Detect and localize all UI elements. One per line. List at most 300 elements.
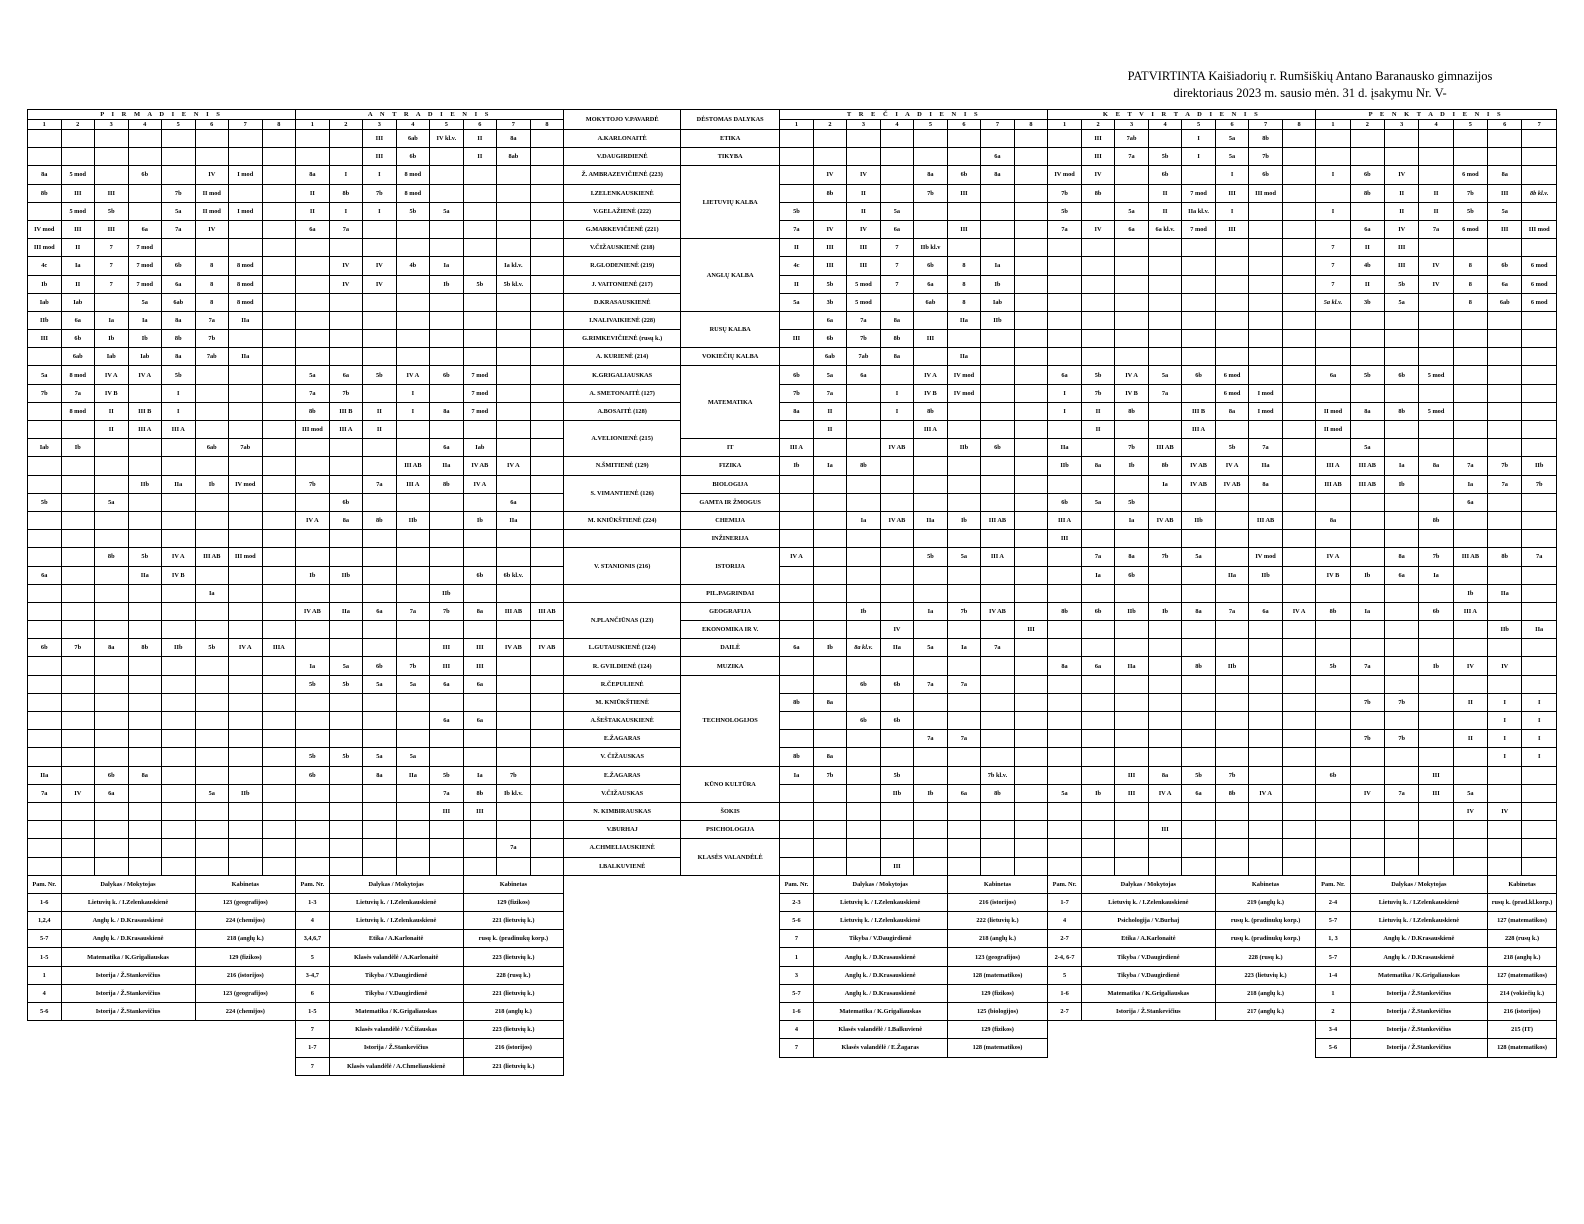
schedule-cell-thu-3 bbox=[1115, 275, 1149, 293]
schedule-cell-tue-5 bbox=[430, 184, 464, 202]
schedule-cell-thu-8 bbox=[1282, 530, 1316, 548]
schedule-cell-tue-6 bbox=[463, 530, 497, 548]
schedule-cell-thu-3 bbox=[1115, 166, 1149, 184]
teacher-name: M. KNIŪKŠTIENĖ bbox=[564, 693, 681, 711]
schedule-cell-wed-5 bbox=[914, 712, 948, 730]
schedule-cell-tue-3: IV bbox=[363, 275, 397, 293]
schedule-cell-fri-1 bbox=[1316, 493, 1350, 511]
schedule-cell-wed-2 bbox=[813, 493, 847, 511]
period-tue-4: 4 bbox=[396, 120, 430, 130]
schedule-cell-wed-3 bbox=[847, 784, 881, 802]
schedule-cell-mon-8 bbox=[262, 402, 296, 420]
schedule-cell-fri-5: II bbox=[1453, 693, 1487, 711]
room-subject-teacher: Istorija / Ž.Stankevičius bbox=[61, 966, 195, 984]
schedule-cell-tue-7 bbox=[497, 184, 531, 202]
teacher-name: V.BURHAJ bbox=[564, 821, 681, 839]
period-mon-6: 6 bbox=[195, 120, 229, 130]
schedule-cell-mon-3: IV B bbox=[95, 384, 129, 402]
schedule-cell-wed-7: Ib bbox=[981, 275, 1015, 293]
schedule-cell-thu-8 bbox=[1282, 584, 1316, 602]
schedule-cell-fri-7 bbox=[1522, 584, 1557, 602]
schedule-cell-tue-5: 7a bbox=[430, 784, 464, 802]
schedule-cell-tue-5 bbox=[430, 748, 464, 766]
schedule-cell-thu-2: 8a bbox=[1081, 457, 1115, 475]
schedule-cell-fri-4: II bbox=[1419, 202, 1453, 220]
schedule-cell-wed-8 bbox=[1014, 384, 1048, 402]
schedule-cell-mon-2 bbox=[61, 511, 95, 529]
schedule-cell-wed-6 bbox=[947, 457, 981, 475]
schedule-cell-thu-4: II bbox=[1148, 184, 1182, 202]
schedule-cell-thu-2 bbox=[1081, 857, 1115, 875]
teacher-name: E.ŽAGARAS bbox=[564, 730, 681, 748]
schedule-cell-thu-5 bbox=[1182, 293, 1216, 311]
schedule-cell-mon-2: 7b bbox=[61, 639, 95, 657]
schedule-cell-tue-6 bbox=[463, 548, 497, 566]
schedule-cell-wed-5: III bbox=[914, 330, 948, 348]
schedule-cell-mon-8 bbox=[262, 548, 296, 566]
schedule-cell-wed-1 bbox=[780, 511, 814, 529]
schedule-cell-tue-1 bbox=[296, 457, 330, 475]
schedule-cell-wed-4 bbox=[880, 730, 914, 748]
schedule-cell-fri-6 bbox=[1488, 511, 1522, 529]
schedule-cell-tue-1 bbox=[296, 311, 330, 329]
schedule-cell-tue-3: IV bbox=[363, 257, 397, 275]
schedule-cell-fri-2: 7a bbox=[1350, 657, 1384, 675]
schedule-cell-fri-2: 4b bbox=[1350, 257, 1384, 275]
schedule-cell-tue-4 bbox=[396, 348, 430, 366]
schedule-cell-thu-6: 6 mod bbox=[1215, 384, 1249, 402]
room-lesson-numbers: 5-6 bbox=[28, 1003, 62, 1021]
schedule-cell-tue-3 bbox=[363, 293, 397, 311]
schedule-cell-mon-6 bbox=[195, 730, 229, 748]
schedule-cell-thu-6 bbox=[1215, 311, 1249, 329]
table-row bbox=[28, 548, 1557, 566]
spacer bbox=[564, 948, 780, 966]
schedule-cell-fri-2: 8b bbox=[1350, 184, 1384, 202]
schedule-cell-mon-5: IIa bbox=[162, 475, 196, 493]
schedule-cell-mon-1 bbox=[28, 348, 62, 366]
table-row bbox=[28, 566, 1557, 584]
schedule-cell-mon-5 bbox=[162, 784, 196, 802]
schedule-cell-tue-7 bbox=[497, 239, 531, 257]
schedule-cell-tue-5: III bbox=[430, 802, 464, 820]
schedule-cell-tue-5 bbox=[430, 493, 464, 511]
teacher-name: L.GUTAUSKIENĖ (124) bbox=[564, 639, 681, 657]
room-classroom: 223 (lietuvių k.) bbox=[1215, 966, 1316, 984]
schedule-cell-wed-1: 4c bbox=[780, 257, 814, 275]
schedule-cell-thu-2 bbox=[1081, 693, 1115, 711]
schedule-cell-fri-3: IV bbox=[1385, 220, 1419, 238]
schedule-cell-thu-5 bbox=[1182, 348, 1216, 366]
schedule-cell-fri-2: 6b bbox=[1350, 166, 1384, 184]
schedule-cell-mon-4 bbox=[128, 511, 162, 529]
schedule-cell-thu-3 bbox=[1115, 748, 1149, 766]
rooms-header-nr: Pam. Nr. bbox=[1316, 875, 1350, 893]
schedule-cell-fri-2 bbox=[1350, 384, 1384, 402]
schedule-cell-mon-6: II mod bbox=[195, 184, 229, 202]
schedule-cell-thu-2: 5b bbox=[1081, 366, 1115, 384]
schedule-cell-thu-6 bbox=[1215, 821, 1249, 839]
day-wednesday: T R E Č I A D I E N I S bbox=[780, 110, 1048, 120]
schedule-cell-tue-1: II bbox=[296, 202, 330, 220]
schedule-cell-tue-1 bbox=[296, 439, 330, 457]
schedule-cell-wed-1: 5b bbox=[780, 202, 814, 220]
schedule-cell-wed-1 bbox=[780, 839, 814, 857]
schedule-cell-wed-6: 7a bbox=[947, 730, 981, 748]
period-tue-6: 6 bbox=[463, 120, 497, 130]
schedule-cell-mon-4: 6b bbox=[128, 166, 162, 184]
schedule-cell-thu-3: 8b bbox=[1115, 402, 1149, 420]
schedule-cell-fri-6 bbox=[1488, 130, 1522, 148]
schedule-cell-wed-8 bbox=[1014, 766, 1048, 784]
schedule-cell-wed-4 bbox=[880, 166, 914, 184]
room-subject-teacher: Klasės valandėlė / E.Žagaras bbox=[813, 1039, 947, 1057]
schedule-cell-wed-6: 6a bbox=[947, 784, 981, 802]
schedule-cell-fri-4 bbox=[1419, 493, 1453, 511]
room-subject-teacher: Istorija / Ž.Stankevičius bbox=[61, 1003, 195, 1021]
schedule-cell-fri-7 bbox=[1522, 639, 1557, 657]
schedule-cell-tue-2: III A bbox=[329, 421, 363, 439]
schedule-cell-thu-8 bbox=[1282, 839, 1316, 857]
schedule-cell-thu-7: III AB bbox=[1249, 511, 1283, 529]
schedule-cell-tue-2: IV bbox=[329, 275, 363, 293]
schedule-cell-mon-3: Ib bbox=[95, 330, 129, 348]
schedule-cell-mon-4 bbox=[128, 384, 162, 402]
schedule-cell-wed-4: 6a bbox=[880, 220, 914, 238]
schedule-cell-mon-8 bbox=[262, 293, 296, 311]
schedule-cell-thu-3: 7ab bbox=[1115, 130, 1149, 148]
spacer bbox=[1316, 1057, 1557, 1075]
table-row bbox=[28, 366, 1557, 384]
schedule-cell-fri-6: I bbox=[1488, 712, 1522, 730]
rooms-header-subj: Dalykas / Mokytojas bbox=[1350, 875, 1487, 893]
schedule-cell-fri-2: Ia bbox=[1350, 602, 1384, 620]
schedule-cell-mon-5: I bbox=[162, 384, 196, 402]
schedule-cell-tue-3 bbox=[363, 530, 397, 548]
schedule-cell-mon-6 bbox=[195, 530, 229, 548]
schedule-cell-fri-5: 7b bbox=[1453, 184, 1487, 202]
room-lesson-numbers: 2-4 bbox=[1316, 893, 1350, 911]
schedule-cell-tue-7 bbox=[497, 366, 531, 384]
schedule-cell-mon-3 bbox=[95, 475, 129, 493]
schedule-cell-wed-8 bbox=[1014, 257, 1048, 275]
schedule-cell-mon-1 bbox=[28, 148, 62, 166]
subject-name: PSICHOLOGIJA bbox=[681, 821, 780, 839]
schedule-cell-mon-7 bbox=[229, 148, 263, 166]
schedule-cell-mon-1 bbox=[28, 693, 62, 711]
schedule-cell-fri-1: IV A bbox=[1316, 548, 1350, 566]
schedule-cell-tue-5 bbox=[430, 220, 464, 238]
schedule-cell-fri-7 bbox=[1522, 675, 1557, 693]
schedule-cell-fri-2 bbox=[1350, 511, 1384, 529]
schedule-cell-tue-3: 7a bbox=[363, 475, 397, 493]
period-fri-5: 5 bbox=[1453, 120, 1487, 130]
schedule-cell-tue-8 bbox=[530, 421, 564, 439]
schedule-cell-thu-6: 7a bbox=[1215, 602, 1249, 620]
schedule-cell-mon-8 bbox=[262, 857, 296, 875]
room-classroom: 221 (lietuvių k.) bbox=[463, 1057, 564, 1075]
schedule-cell-mon-7 bbox=[229, 839, 263, 857]
schedule-cell-wed-6: Ia bbox=[947, 639, 981, 657]
schedule-cell-wed-6: III bbox=[947, 184, 981, 202]
schedule-cell-tue-7 bbox=[497, 475, 531, 493]
schedule-cell-tue-5: III bbox=[430, 657, 464, 675]
schedule-cell-tue-8 bbox=[530, 293, 564, 311]
schedule-cell-wed-8 bbox=[1014, 311, 1048, 329]
schedule-cell-tue-2: 8a bbox=[329, 511, 363, 529]
schedule-cell-mon-3 bbox=[95, 802, 129, 820]
schedule-cell-wed-6 bbox=[947, 421, 981, 439]
schedule-cell-thu-4 bbox=[1148, 839, 1182, 857]
schedule-cell-tue-8: III AB bbox=[530, 602, 564, 620]
schedule-cell-thu-1: 5a bbox=[1048, 784, 1082, 802]
schedule-cell-thu-6 bbox=[1215, 839, 1249, 857]
schedule-cell-fri-3 bbox=[1385, 766, 1419, 784]
schedule-cell-thu-1: IIa bbox=[1048, 439, 1082, 457]
schedule-cell-wed-6 bbox=[947, 802, 981, 820]
schedule-cell-fri-3 bbox=[1385, 821, 1419, 839]
room-lesson-numbers: 5-7 bbox=[780, 984, 814, 1002]
schedule-cell-thu-7: IV A bbox=[1249, 784, 1283, 802]
schedule-cell-tue-2: IIb bbox=[329, 566, 363, 584]
schedule-cell-tue-6 bbox=[463, 166, 497, 184]
schedule-cell-tue-1 bbox=[296, 257, 330, 275]
schedule-cell-fri-5 bbox=[1453, 348, 1487, 366]
schedule-cell-thu-7: III mod bbox=[1249, 184, 1283, 202]
rooms-header-subj: Dalykas / Mokytojas bbox=[1081, 875, 1215, 893]
schedule-cell-thu-5 bbox=[1182, 439, 1216, 457]
schedule-cell-thu-1 bbox=[1048, 311, 1082, 329]
schedule-cell-wed-2 bbox=[813, 548, 847, 566]
schedule-cell-tue-5 bbox=[430, 311, 464, 329]
schedule-cell-fri-1: II mod bbox=[1316, 402, 1350, 420]
schedule-cell-fri-1 bbox=[1316, 839, 1350, 857]
schedule-cell-fri-2 bbox=[1350, 148, 1384, 166]
schedule-cell-fri-6 bbox=[1488, 148, 1522, 166]
schedule-cell-fri-6 bbox=[1488, 330, 1522, 348]
schedule-cell-thu-1 bbox=[1048, 584, 1082, 602]
schedule-cell-thu-8: IV A bbox=[1282, 602, 1316, 620]
schedule-cell-thu-8 bbox=[1282, 511, 1316, 529]
schedule-cell-tue-7: 7b bbox=[497, 766, 531, 784]
schedule-cell-thu-5 bbox=[1182, 857, 1216, 875]
schedule-cell-tue-5 bbox=[430, 821, 464, 839]
schedule-cell-mon-2 bbox=[61, 530, 95, 548]
schedule-cell-tue-3: 6b bbox=[363, 657, 397, 675]
schedule-cell-thu-3: Ia bbox=[1115, 511, 1149, 529]
schedule-cell-thu-5: III A bbox=[1182, 421, 1216, 439]
schedule-cell-fri-5: III A bbox=[1453, 602, 1487, 620]
schedule-cell-tue-1 bbox=[296, 275, 330, 293]
spacer bbox=[28, 1057, 296, 1075]
schedule-cell-tue-4 bbox=[396, 548, 430, 566]
schedule-cell-wed-2: Ia bbox=[813, 457, 847, 475]
schedule-cell-thu-7 bbox=[1249, 839, 1283, 857]
schedule-cell-wed-5 bbox=[914, 766, 948, 784]
schedule-cell-tue-2 bbox=[329, 621, 363, 639]
schedule-cell-thu-7: I mod bbox=[1249, 384, 1283, 402]
day-friday: P E N K T A D I E N I S bbox=[1316, 110, 1557, 120]
schedule-cell-wed-4 bbox=[880, 839, 914, 857]
schedule-cell-thu-6 bbox=[1215, 348, 1249, 366]
table-row bbox=[28, 621, 1557, 639]
schedule-cell-mon-1 bbox=[28, 675, 62, 693]
schedule-cell-thu-7 bbox=[1249, 730, 1283, 748]
schedule-cell-wed-6 bbox=[947, 475, 981, 493]
subject-name: TECHNOLOGIJOS bbox=[681, 675, 780, 766]
schedule-cell-wed-4 bbox=[880, 148, 914, 166]
schedule-cell-wed-6: 8 bbox=[947, 275, 981, 293]
schedule-cell-thu-2: II bbox=[1081, 402, 1115, 420]
schedule-cell-thu-6 bbox=[1215, 712, 1249, 730]
period-wed-8: 8 bbox=[1014, 120, 1048, 130]
schedule-cell-fri-3 bbox=[1385, 530, 1419, 548]
schedule-cell-mon-7 bbox=[229, 457, 263, 475]
schedule-cell-fri-2 bbox=[1350, 621, 1384, 639]
schedule-cell-fri-7 bbox=[1522, 802, 1557, 820]
schedule-cell-wed-4 bbox=[880, 566, 914, 584]
schedule-cell-fri-2 bbox=[1350, 821, 1384, 839]
schedule-cell-wed-1 bbox=[780, 784, 814, 802]
schedule-cell-fri-3: 5a bbox=[1385, 293, 1419, 311]
schedule-cell-thu-3: IIa bbox=[1115, 657, 1149, 675]
schedule-cell-tue-5 bbox=[430, 566, 464, 584]
schedule-cell-mon-6 bbox=[195, 766, 229, 784]
schedule-cell-mon-4 bbox=[128, 602, 162, 620]
schedule-cell-thu-7 bbox=[1249, 348, 1283, 366]
schedule-cell-mon-6: 8 bbox=[195, 257, 229, 275]
schedule-cell-wed-8 bbox=[1014, 493, 1048, 511]
schedule-cell-wed-2: 5b bbox=[813, 275, 847, 293]
schedule-cell-tue-7 bbox=[497, 348, 531, 366]
schedule-cell-mon-5 bbox=[162, 457, 196, 475]
schedule-cell-wed-8 bbox=[1014, 202, 1048, 220]
schedule-cell-tue-5 bbox=[430, 621, 464, 639]
schedule-cell-thu-2 bbox=[1081, 293, 1115, 311]
subject-name: ISTORIJA bbox=[681, 548, 780, 584]
schedule-cell-mon-3: III bbox=[95, 184, 129, 202]
table-row bbox=[28, 675, 1557, 693]
schedule-cell-tue-1 bbox=[296, 293, 330, 311]
schedule-cell-wed-6 bbox=[947, 566, 981, 584]
schedule-cell-wed-4: 8a bbox=[880, 311, 914, 329]
room-classroom: rusų k. (pradinukų korp.) bbox=[463, 930, 564, 948]
room-subject-teacher: Klasės valandėlė / A.Karlonaitė bbox=[329, 948, 463, 966]
schedule-cell-thu-6: I bbox=[1215, 202, 1249, 220]
schedule-cell-wed-6 bbox=[947, 148, 981, 166]
schedule-cell-thu-3 bbox=[1115, 530, 1149, 548]
schedule-cell-mon-3 bbox=[95, 148, 129, 166]
period-wed-2: 2 bbox=[813, 120, 847, 130]
schedule-cell-fri-7: I bbox=[1522, 748, 1557, 766]
schedule-cell-mon-7: IV mod bbox=[229, 475, 263, 493]
schedule-cell-thu-3: 6b bbox=[1115, 566, 1149, 584]
schedule-cell-tue-6: 6a bbox=[463, 712, 497, 730]
schedule-cell-mon-6: IV bbox=[195, 166, 229, 184]
room-classroom: 218 (anglų k.) bbox=[463, 1003, 564, 1021]
table-row bbox=[28, 821, 1557, 839]
schedule-cell-thu-1: 8a bbox=[1048, 657, 1082, 675]
schedule-cell-thu-8 bbox=[1282, 384, 1316, 402]
schedule-cell-tue-3: I bbox=[363, 166, 397, 184]
schedule-cell-thu-3 bbox=[1115, 639, 1149, 657]
schedule-cell-mon-2 bbox=[61, 621, 95, 639]
schedule-cell-mon-8 bbox=[262, 184, 296, 202]
schedule-cell-fri-6: 6b bbox=[1488, 257, 1522, 275]
schedule-cell-wed-2 bbox=[813, 439, 847, 457]
schedule-cell-tue-1 bbox=[296, 839, 330, 857]
schedule-cell-wed-4 bbox=[880, 602, 914, 620]
room-subject-teacher: Klasės valandėlė / I.Balkuvienė bbox=[813, 1021, 947, 1039]
schedule-cell-wed-2: IV bbox=[813, 220, 847, 238]
schedule-cell-thu-1 bbox=[1048, 548, 1082, 566]
schedule-cell-mon-2 bbox=[61, 712, 95, 730]
schedule-cell-tue-4: I bbox=[396, 384, 430, 402]
schedule-cell-mon-2: Iab bbox=[61, 293, 95, 311]
schedule-cell-tue-2 bbox=[329, 857, 363, 875]
room-subject-teacher: Anglų k. / D.Krasauskienė bbox=[813, 966, 947, 984]
schedule-cell-tue-4: 6b bbox=[396, 148, 430, 166]
schedule-cell-thu-2 bbox=[1081, 202, 1115, 220]
schedule-cell-wed-2 bbox=[813, 148, 847, 166]
schedule-cell-fri-3: 6b bbox=[1385, 366, 1419, 384]
schedule-cell-mon-7 bbox=[229, 421, 263, 439]
schedule-cell-thu-4 bbox=[1148, 657, 1182, 675]
schedule-cell-thu-2 bbox=[1081, 712, 1115, 730]
room-subject-teacher: Lietuvių k. / I.Zelenkauskienė bbox=[329, 912, 463, 930]
schedule-cell-mon-4: 7 mod bbox=[128, 239, 162, 257]
schedule-cell-wed-2 bbox=[813, 839, 847, 857]
schedule-cell-wed-8 bbox=[1014, 130, 1048, 148]
schedule-cell-thu-5 bbox=[1182, 275, 1216, 293]
schedule-cell-wed-1 bbox=[780, 821, 814, 839]
schedule-cell-thu-1: 5b bbox=[1048, 202, 1082, 220]
schedule-cell-thu-3: Ib bbox=[1115, 457, 1149, 475]
schedule-cell-thu-5 bbox=[1182, 839, 1216, 857]
schedule-cell-tue-3 bbox=[363, 348, 397, 366]
table-row bbox=[28, 166, 1557, 184]
schedule-cell-mon-8 bbox=[262, 621, 296, 639]
schedule-cell-thu-2 bbox=[1081, 330, 1115, 348]
schedule-cell-fri-4 bbox=[1419, 712, 1453, 730]
schedule-cell-fri-6 bbox=[1488, 239, 1522, 257]
schedule-cell-mon-4: 5a bbox=[128, 293, 162, 311]
schedule-cell-tue-1: Ia bbox=[296, 657, 330, 675]
schedule-cell-fri-2 bbox=[1350, 348, 1384, 366]
schedule-cell-tue-4: 5a bbox=[396, 675, 430, 693]
schedule-cell-wed-1 bbox=[780, 566, 814, 584]
schedule-cell-thu-3: 7a bbox=[1115, 148, 1149, 166]
schedule-cell-mon-1 bbox=[28, 857, 62, 875]
schedule-cell-wed-1 bbox=[780, 584, 814, 602]
schedule-cell-thu-8 bbox=[1282, 821, 1316, 839]
schedule-cell-mon-6: 7ab bbox=[195, 348, 229, 366]
schedule-cell-fri-3: IV bbox=[1385, 166, 1419, 184]
schedule-cell-wed-7 bbox=[981, 402, 1015, 420]
schedule-cell-tue-8 bbox=[530, 766, 564, 784]
schedule-cell-fri-4 bbox=[1419, 311, 1453, 329]
schedule-cell-fri-4: Ib bbox=[1419, 657, 1453, 675]
schedule-cell-mon-6: 8 bbox=[195, 275, 229, 293]
schedule-cell-tue-8 bbox=[530, 384, 564, 402]
approval-header bbox=[1080, 68, 1540, 102]
schedule-cell-wed-8 bbox=[1014, 748, 1048, 766]
schedule-cell-fri-3: Ia bbox=[1385, 457, 1419, 475]
schedule-cell-fri-1 bbox=[1316, 130, 1350, 148]
teacher-name: A.VELIONIENĖ (215) bbox=[564, 421, 681, 457]
schedule-cell-tue-2 bbox=[329, 148, 363, 166]
room-subject-teacher: Psichologija / V.Burhaj bbox=[1081, 912, 1215, 930]
